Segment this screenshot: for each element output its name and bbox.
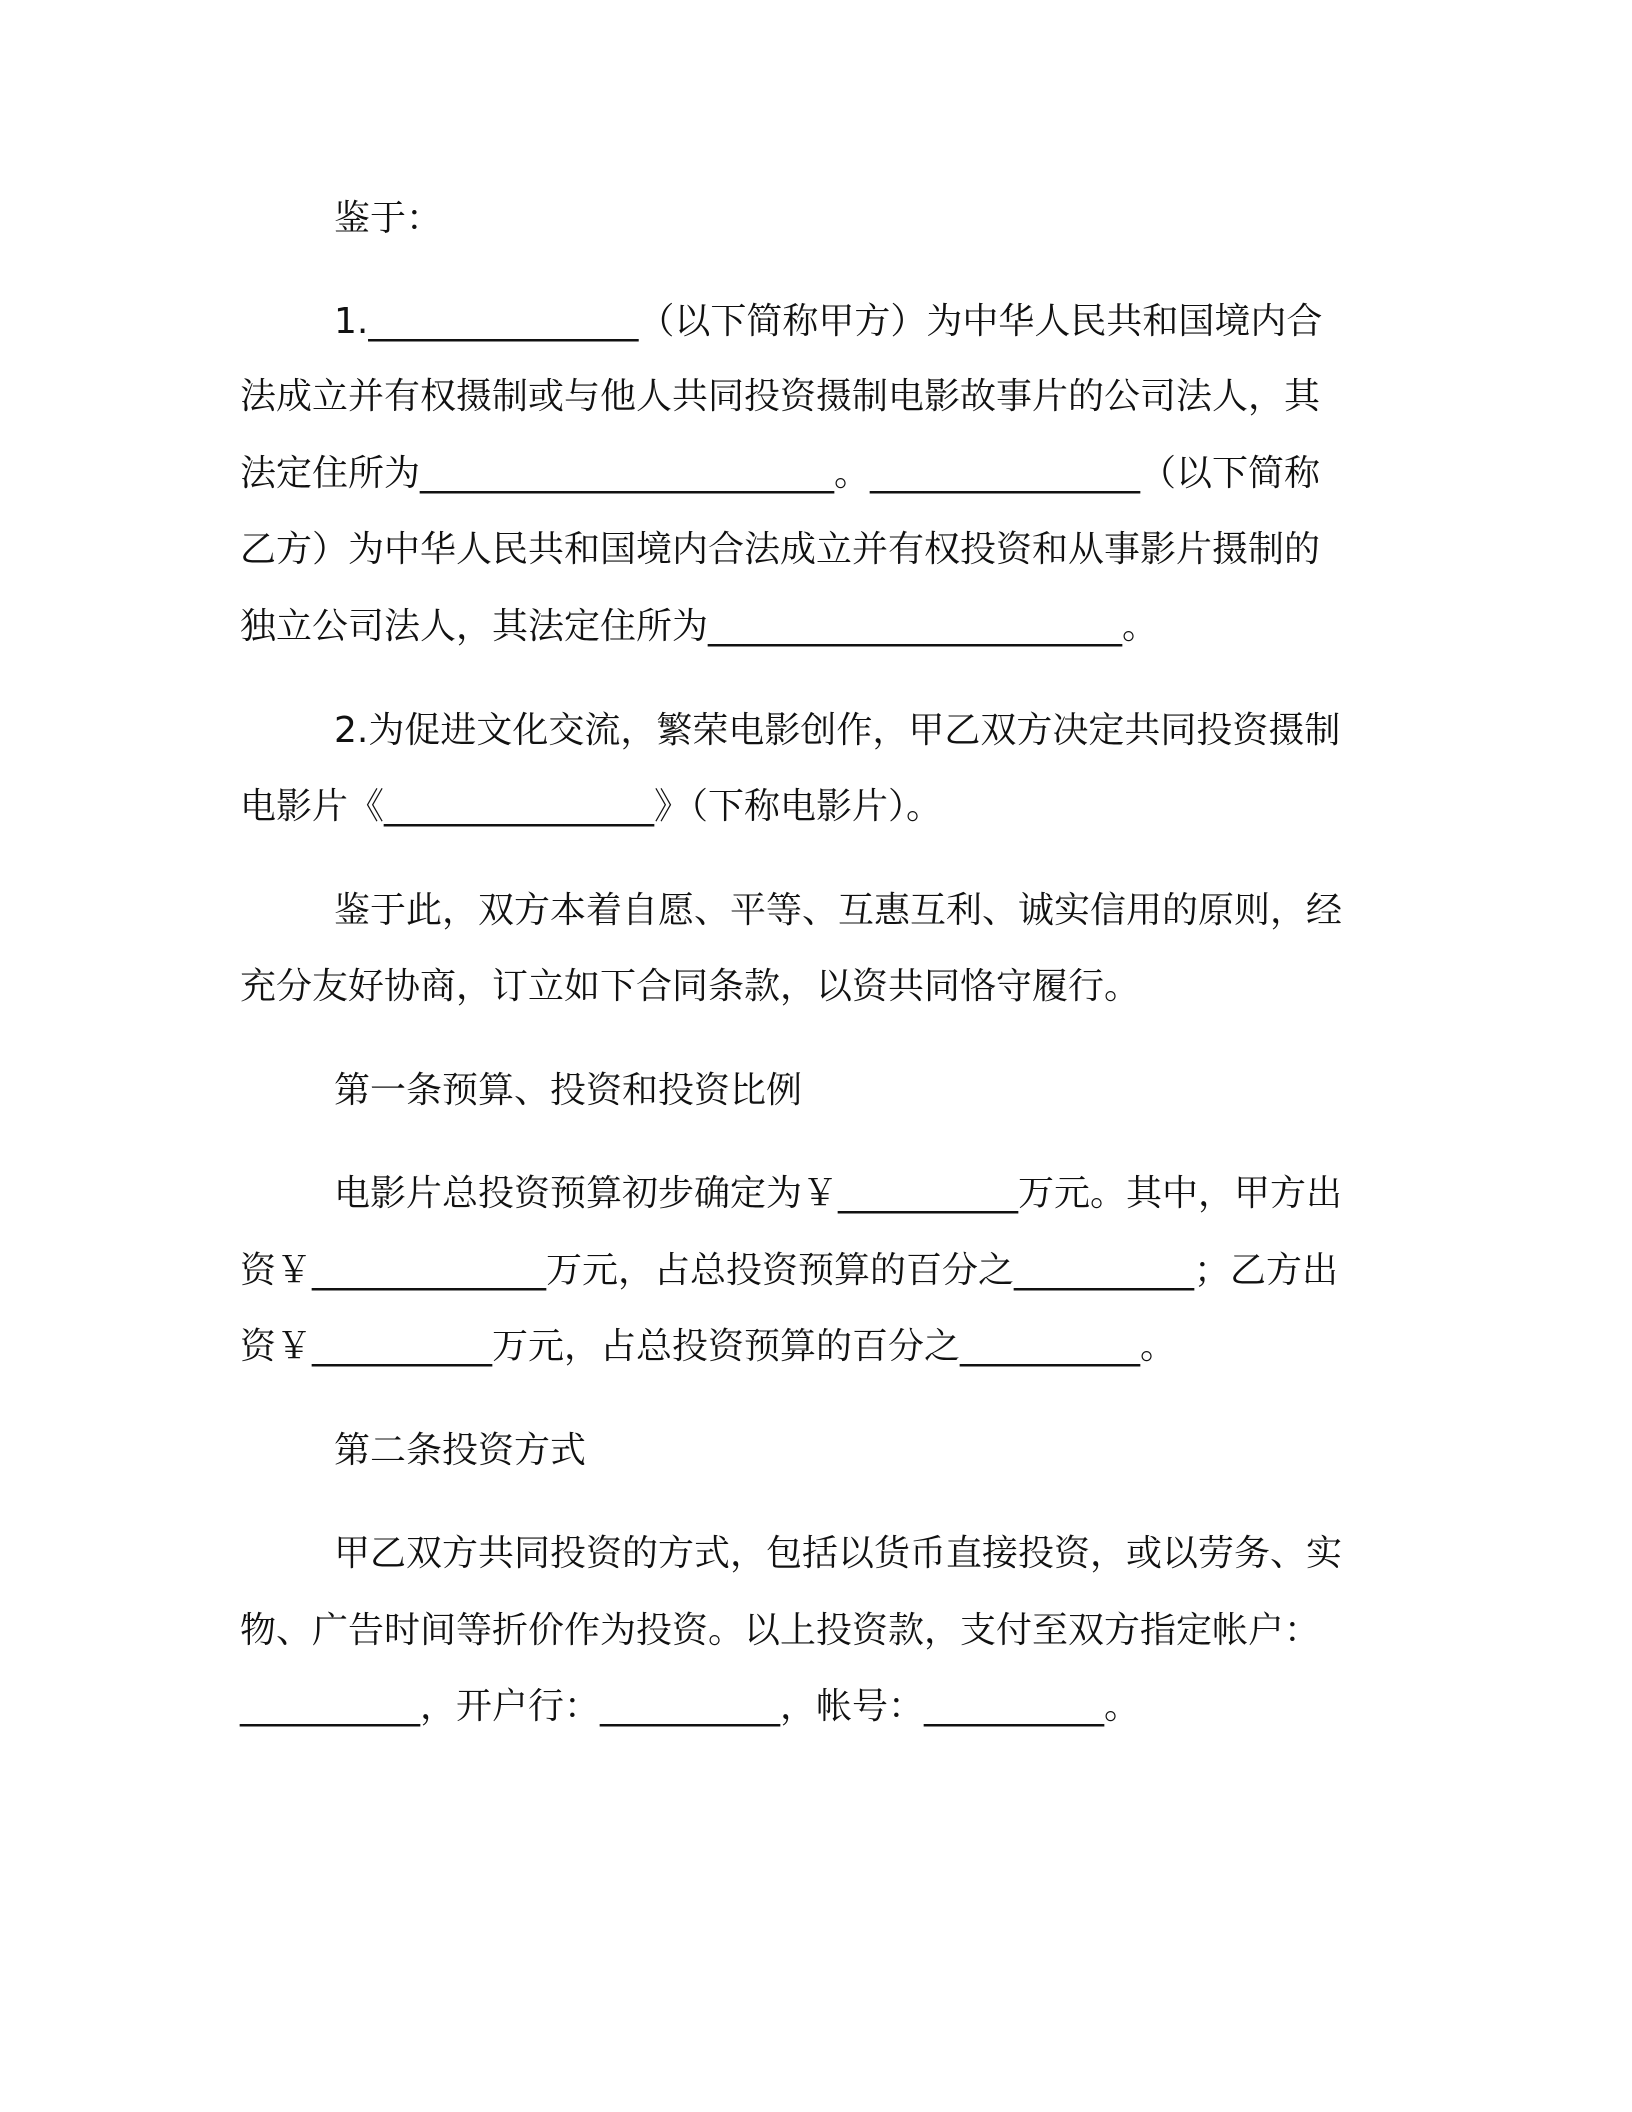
clause1-line-3: 法定住所为_______________________。_______________（以下简称 [240,453,1321,494]
clause1-line-4: 乙方）为中华人民共和国境内合法成立并有权投资和从事影片摄制的 [240,529,1321,570]
clause1-line-1: 1._______________（以下简称甲方）为中华人民共和国境内合 [334,301,1323,342]
article1-heading: 第一条预算、投资和投资比例 [334,1070,803,1111]
clause1-line-2: 法成立并有权摄制或与他人共同投资摄制电影故事片的公司法人，其 [240,376,1321,417]
article1-line-1: 电影片总投资预算初步确定为￥__________万元。其中，甲方出 [334,1173,1343,1214]
principle-line-2: 充分友好协商，订立如下合同条款，以资共同恪守履行。 [240,966,1141,1007]
article2-line-2: 物、广告时间等折价作为投资。以上投资款，支付至双方指定帐户： [240,1610,1321,1651]
article2-line-3: __________，开户行：__________，帐号：__________。 [240,1686,1141,1727]
principle-line-1: 鉴于此，双方本着自愿、平等、互惠互利、诚实信用的原则，经 [334,890,1343,931]
article2-line-1: 甲乙双方共同投资的方式，包括以货币直接投资，或以劳务、实 [334,1533,1343,1574]
clause2-line-1: 2.为促进文化交流，繁荣电影创作，甲乙双方决定共同投资摄制 [334,710,1341,751]
article1-line-2: 资￥_____________万元，占总投资预算的百分之__________；乙方出 [240,1250,1339,1291]
article1-line-3: 资￥__________万元，占总投资预算的百分之__________。 [240,1326,1177,1367]
article2-heading: 第二条投资方式 [334,1430,587,1471]
clause2-line-2: 电影片《_______________》（下称电影片）。 [240,786,943,827]
intro-heading: 鉴于： [334,198,443,239]
clause1-line-5: 独立公司法人，其法定住所为_______________________。 [240,606,1159,647]
